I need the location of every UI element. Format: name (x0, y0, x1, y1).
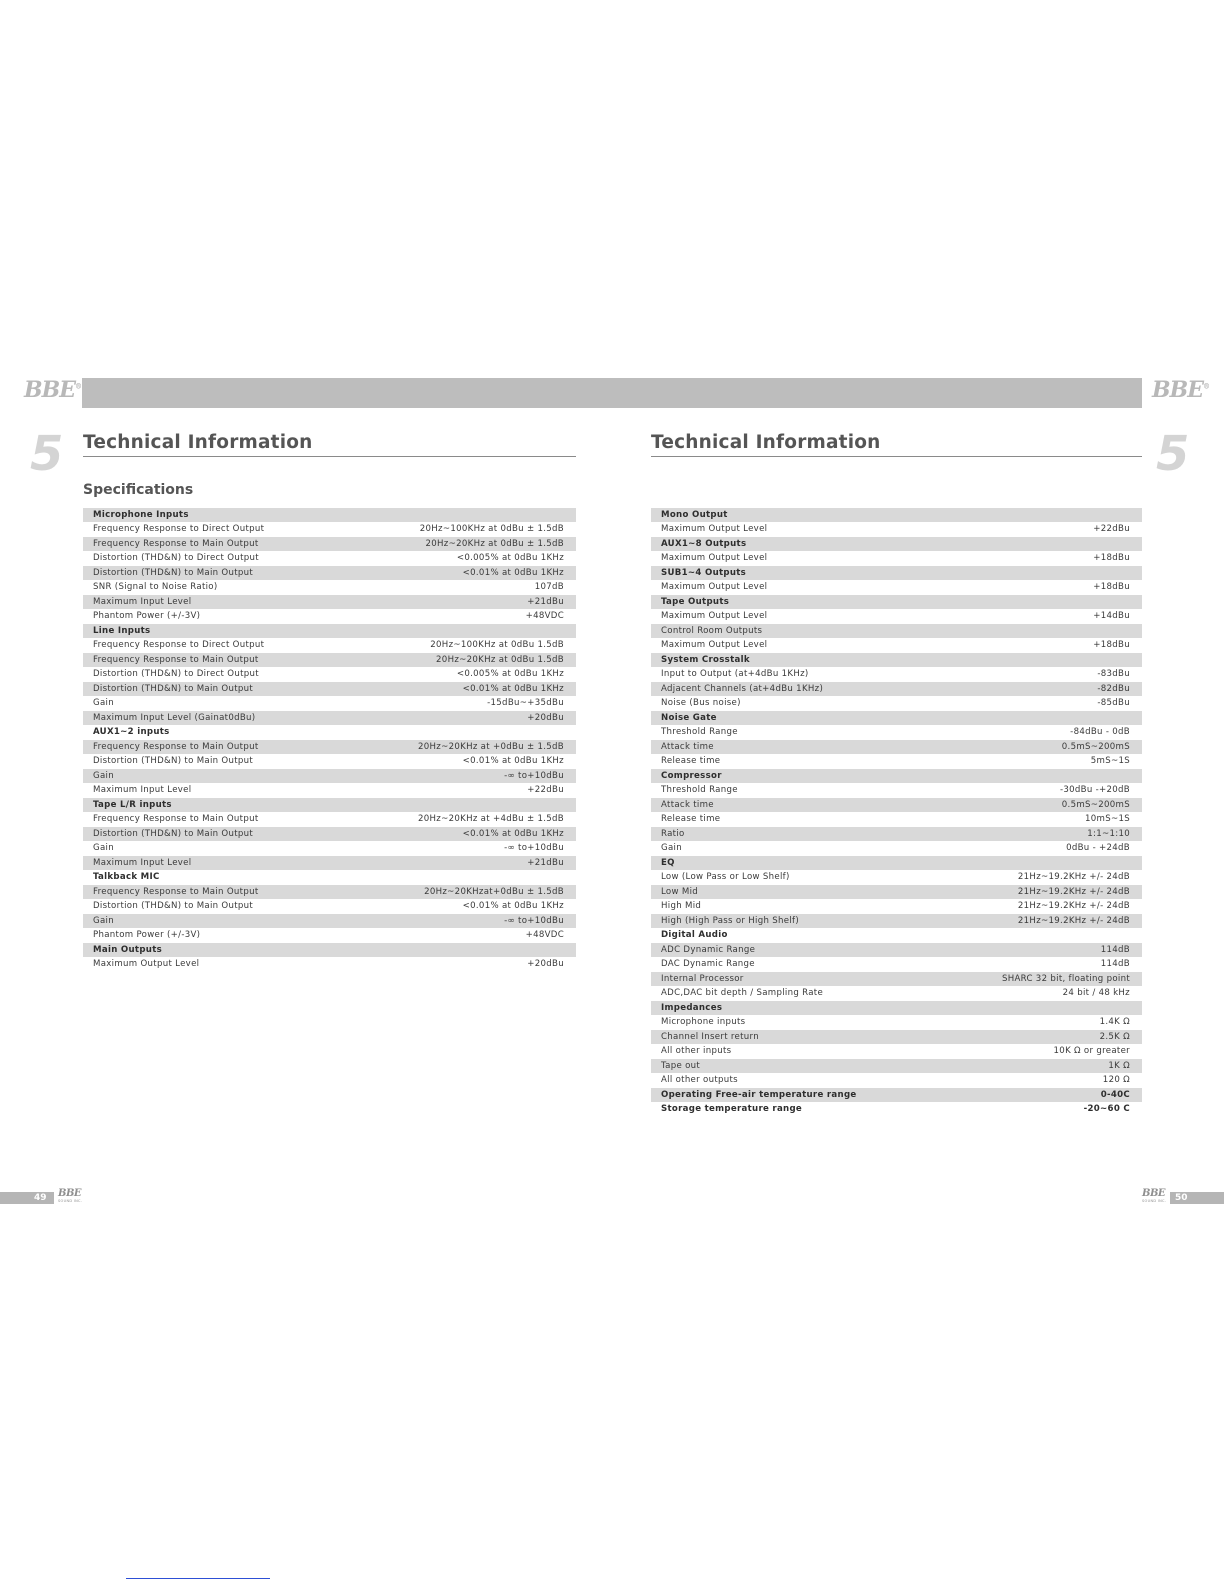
spec-row (83, 523, 576, 537)
spec-value: <0.01% at 0dBu 1KHz (462, 901, 564, 912)
spec-label: Storage temperature range (661, 1104, 803, 1115)
spec-label: Digital Audio (661, 930, 728, 941)
spec-label: Tape Outputs (661, 596, 730, 607)
spec-label: EQ (661, 857, 675, 868)
spec-label: Mono Output (661, 509, 728, 520)
spec-value: 0dBu - +24dB (1066, 843, 1130, 854)
spec-row (83, 813, 576, 827)
spec-row (651, 987, 1142, 1001)
link-underline (126, 1578, 270, 1579)
spec-label: Maximum Input Level (93, 785, 192, 796)
spec-row (83, 769, 576, 783)
spec-row (83, 900, 576, 914)
chapter-number: 5 (30, 426, 64, 482)
spec-row (83, 595, 576, 609)
spec-row (83, 958, 576, 972)
spec-section-header (651, 1088, 1142, 1102)
page-number: 49 (34, 1193, 47, 1203)
spec-label: AUX1~8 Outputs (661, 538, 747, 549)
section-heading: Specifications (83, 482, 194, 498)
spec-label: Maximum Output Level (93, 959, 200, 970)
bbe-logo: BBE® (24, 377, 82, 403)
spec-value: -20~60 C (1083, 1104, 1130, 1115)
spec-value: -83dBu (1097, 669, 1130, 680)
spec-value: +18dBu (1093, 553, 1130, 564)
spec-row (83, 566, 576, 580)
spec-row (83, 740, 576, 754)
spec-value: -82dBu (1097, 683, 1130, 694)
spec-row (651, 740, 1142, 754)
spec-table (651, 508, 1142, 1117)
spec-row (651, 784, 1142, 798)
spec-value: 1.4K Ω (1099, 1017, 1130, 1028)
spec-section-header (651, 595, 1142, 609)
title-divider (83, 456, 576, 457)
spec-label: Tape out (661, 1060, 701, 1071)
spec-label: Distortion (THD&N) to Main Output (93, 828, 254, 839)
spec-label: Phantom Power (+/-3V) (93, 930, 201, 941)
page-number: 50 (1175, 1193, 1188, 1203)
spec-label: Impedances (661, 1002, 723, 1013)
spec-label: SNR (Signal to Noise Ratio) (93, 582, 218, 593)
spec-label: Frequency Response to Main Output (93, 814, 259, 825)
footer-logo: BBE SOUND INC. (1142, 1188, 1167, 1203)
spec-section-header (83, 871, 576, 885)
spec-value: 1:1~1:10 (1087, 828, 1130, 839)
spec-label: Maximum Input Level (93, 596, 192, 607)
spec-value: <0.01% at 0dBu 1KHz (462, 567, 564, 578)
spec-value: +20dBu (527, 712, 564, 723)
spec-label: Compressor (661, 770, 722, 781)
spec-value: 20Hz~100KHz at 0dBu 1.5dB (430, 640, 564, 651)
spec-section-header (83, 624, 576, 638)
spec-label: Frequency Response to Main Output (93, 741, 259, 752)
spec-section-header (651, 1103, 1142, 1117)
spec-label: Internal Processor (661, 973, 744, 984)
spec-row (83, 668, 576, 682)
spec-label: Talkback MIC (93, 872, 160, 883)
spec-label: Distortion (THD&N) to Main Output (93, 901, 254, 912)
spec-value: 20Hz~20KHz at 0dBu 1.5dB (436, 654, 564, 665)
spec-label: Maximum Output Level (661, 640, 768, 651)
spec-section-header (651, 929, 1142, 943)
spec-row (651, 885, 1142, 899)
spec-row (651, 900, 1142, 914)
spec-value: +18dBu (1093, 640, 1130, 651)
spec-row (651, 813, 1142, 827)
spec-row (651, 639, 1142, 653)
spec-value: 21Hz~19.2KHz +/- 24dB (1017, 886, 1130, 897)
footer-logo: BBE SOUND INC. (58, 1188, 83, 1203)
spec-row (651, 943, 1142, 957)
spec-section-header (83, 943, 576, 957)
spec-row (651, 755, 1142, 769)
spec-row (83, 682, 576, 696)
spec-value: <0.01% at 0dBu 1KHz (462, 683, 564, 694)
spec-label: Noise (Bus noise) (661, 698, 741, 709)
spec-label: Maximum Output Level (661, 582, 768, 593)
spec-row (83, 552, 576, 566)
spec-value: <0.01% at 0dBu 1KHz (462, 756, 564, 767)
spec-label: AUX1~2 inputs (93, 727, 170, 738)
spec-value: 21Hz~19.2KHz +/- 24dB (1017, 915, 1130, 926)
spec-value: 0-40C (1100, 1089, 1130, 1100)
spec-value: <0.005% at 0dBu 1KHz (456, 669, 564, 680)
spec-value: 114dB (1100, 959, 1130, 970)
spec-value: 20Hz~20KHzat+0dBu ± 1.5dB (424, 886, 564, 897)
spec-label: Line Inputs (93, 625, 151, 636)
spec-row (651, 726, 1142, 740)
spec-label: Frequency Response to Main Output (93, 538, 259, 549)
spec-label: Phantom Power (+/-3V) (93, 611, 201, 622)
spec-value: 0.5mS~200mS (1061, 799, 1130, 810)
spec-row (83, 755, 576, 769)
spec-value: -85dBu (1097, 698, 1130, 709)
spec-label: Gain (93, 770, 114, 781)
spec-section-header (651, 537, 1142, 551)
spec-row (651, 1059, 1142, 1073)
spec-row (651, 523, 1142, 537)
page-title: Technical Information (651, 432, 881, 453)
spec-value: 120 Ω (1102, 1075, 1130, 1086)
spec-label: Attack time (661, 741, 714, 752)
spec-label: Low (Low Pass or Low Shelf) (661, 872, 790, 883)
spec-value: +18dBu (1093, 582, 1130, 593)
spec-row (83, 610, 576, 624)
spec-label: Microphone Inputs (93, 509, 189, 520)
spec-section-header (651, 508, 1142, 522)
spec-label: Adjacent Channels (at+4dBu 1KHz) (661, 683, 824, 694)
spec-section-header (651, 711, 1142, 725)
spec-value: +48VDC (525, 611, 564, 622)
header-banner (82, 378, 1142, 408)
spec-label: All other inputs (661, 1046, 732, 1057)
spec-label: Distortion (THD&N) to Main Output (93, 683, 254, 694)
spec-section-header (651, 566, 1142, 580)
spec-label: Frequency Response to Main Output (93, 654, 259, 665)
spec-row (651, 842, 1142, 856)
spec-row (83, 537, 576, 551)
spec-value: SHARC 32 bit, floating point (1001, 973, 1130, 984)
spec-label: Maximum Output Level (661, 553, 768, 564)
spec-value: 20Hz~20KHz at 0dBu ± 1.5dB (425, 538, 564, 549)
spec-row (83, 639, 576, 653)
spec-label: SUB1~4 Outputs (661, 567, 747, 578)
spec-value: 5mS~1S (1090, 756, 1130, 767)
spec-value: 10mS~1S (1085, 814, 1130, 825)
spec-row (83, 856, 576, 870)
spec-value: +48VDC (525, 930, 564, 941)
spec-row (651, 1045, 1142, 1059)
spec-label: Release time (661, 756, 721, 767)
spec-row (83, 653, 576, 667)
spec-section-header (651, 856, 1142, 870)
spec-label: Distortion (THD&N) to Main Output (93, 756, 254, 767)
spec-label: Operating Free-air temperature range (661, 1089, 857, 1100)
spec-label: Frequency Response to Direct Output (93, 640, 265, 651)
spec-section-header (83, 798, 576, 812)
spec-label: System Crosstalk (661, 654, 750, 665)
chapter-number: 5 (1156, 426, 1190, 482)
spec-label: Attack time (661, 799, 714, 810)
spec-row (651, 1030, 1142, 1044)
spec-value: 20Hz~100KHz at 0dBu ± 1.5dB (419, 524, 564, 535)
spec-label: Gain (93, 915, 114, 926)
spec-value: +21dBu (527, 596, 564, 607)
spec-section-header (83, 508, 576, 522)
spec-table (83, 508, 576, 972)
spec-row (651, 914, 1142, 928)
spec-value: +20dBu (527, 959, 564, 970)
spec-row (651, 958, 1142, 972)
spec-label: Threshold Range (661, 785, 738, 796)
spec-value: -30dBu -+20dB (1059, 785, 1130, 796)
spec-label: Frequency Response to Main Output (93, 886, 259, 897)
spec-label: Threshold Range (661, 727, 738, 738)
spec-label: All other outputs (661, 1075, 738, 1086)
spec-label: Release time (661, 814, 721, 825)
spec-row (651, 624, 1142, 638)
spec-label: Main Outputs (93, 944, 163, 955)
spec-row (651, 972, 1142, 986)
spec-value: -∞ to+10dBu (504, 843, 564, 854)
spec-label: High (High Pass or High Shelf) (661, 915, 800, 926)
spec-label: Distortion (THD&N) to Direct Output (93, 669, 259, 680)
page-title: Technical Information (83, 432, 313, 453)
spec-value: 20Hz~20KHz at +0dBu ± 1.5dB (418, 741, 564, 752)
title-divider (651, 456, 1142, 457)
spec-label: Noise Gate (661, 712, 717, 723)
spec-label: Maximum Output Level (661, 524, 768, 535)
spec-label: Gain (93, 843, 114, 854)
spec-row (651, 697, 1142, 711)
spec-row (651, 1074, 1142, 1088)
spec-section-header (651, 769, 1142, 783)
spec-value: 20Hz~20KHz at +4dBu ± 1.5dB (418, 814, 564, 825)
spec-section-header (651, 653, 1142, 667)
spec-value: 10K Ω or greater (1053, 1046, 1130, 1057)
spec-value: 1K Ω (1108, 1060, 1130, 1071)
spec-row (83, 581, 576, 595)
spec-row (83, 929, 576, 943)
spec-row (651, 552, 1142, 566)
spec-row (83, 697, 576, 711)
spec-row (83, 784, 576, 798)
spec-row (651, 1016, 1142, 1030)
spec-value: -∞ to+10dBu (504, 770, 564, 781)
spec-row (83, 885, 576, 899)
spec-value: 21Hz~19.2KHz +/- 24dB (1017, 901, 1130, 912)
spec-row (83, 914, 576, 928)
spec-label: Channel Insert return (661, 1031, 759, 1042)
spec-label: Low Mid (661, 886, 699, 897)
spec-section-header (83, 726, 576, 740)
spec-label: Frequency Response to Direct Output (93, 524, 265, 535)
spec-row (651, 581, 1142, 595)
spec-label: Ratio (661, 828, 685, 839)
spec-label: Gain (661, 843, 682, 854)
spec-label: Input to Output (at+4dBu 1KHz) (661, 669, 809, 680)
spec-label: Distortion (THD&N) to Direct Output (93, 553, 259, 564)
spec-label: ADC Dynamic Range (661, 944, 756, 955)
spec-label: Gain (93, 698, 114, 709)
spec-row (651, 871, 1142, 885)
spec-row (651, 798, 1142, 812)
spec-label: Maximum Input Level (Gainat0dBu) (93, 712, 256, 723)
spec-value: 114dB (1100, 944, 1130, 955)
spec-row (651, 827, 1142, 841)
spec-value: -84dBu - 0dB (1070, 727, 1130, 738)
spec-value: <0.01% at 0dBu 1KHz (462, 828, 564, 839)
spec-value: 0.5mS~200mS (1061, 741, 1130, 752)
spec-row (651, 610, 1142, 624)
spec-section-header (651, 1001, 1142, 1015)
spec-label: Maximum Input Level (93, 857, 192, 868)
spec-label: Distortion (THD&N) to Main Output (93, 567, 254, 578)
spec-value: -15dBu~+35dBu (487, 698, 564, 709)
spec-label: Tape L/R inputs (93, 799, 172, 810)
bbe-logo: BBE® (1152, 377, 1210, 403)
spec-label: High Mid (661, 901, 702, 912)
spec-label: Microphone inputs (661, 1017, 746, 1028)
spec-label: DAC Dynamic Range (661, 959, 755, 970)
spec-value: +21dBu (527, 857, 564, 868)
spec-value: <0.005% at 0dBu 1KHz (456, 553, 564, 564)
spec-value: -∞ to+10dBu (504, 915, 564, 926)
spec-label: ADC,DAC bit depth / Sampling Rate (661, 988, 824, 999)
spec-row (83, 842, 576, 856)
spec-row (651, 668, 1142, 682)
spec-label: Maximum Output Level (661, 611, 768, 622)
spec-row (83, 711, 576, 725)
spec-value: 21Hz~19.2KHz +/- 24dB (1017, 872, 1130, 883)
spec-row (83, 827, 576, 841)
spec-value: 107dB (534, 582, 564, 593)
spec-value: +22dBu (527, 785, 564, 796)
spec-value: 2.5K Ω (1099, 1031, 1130, 1042)
spec-value: 24 bit / 48 kHz (1062, 988, 1130, 999)
spec-row (651, 682, 1142, 696)
spec-value: +14dBu (1093, 611, 1130, 622)
spec-label: Control Room Outputs (661, 625, 763, 636)
spec-value: +22dBu (1093, 524, 1130, 535)
